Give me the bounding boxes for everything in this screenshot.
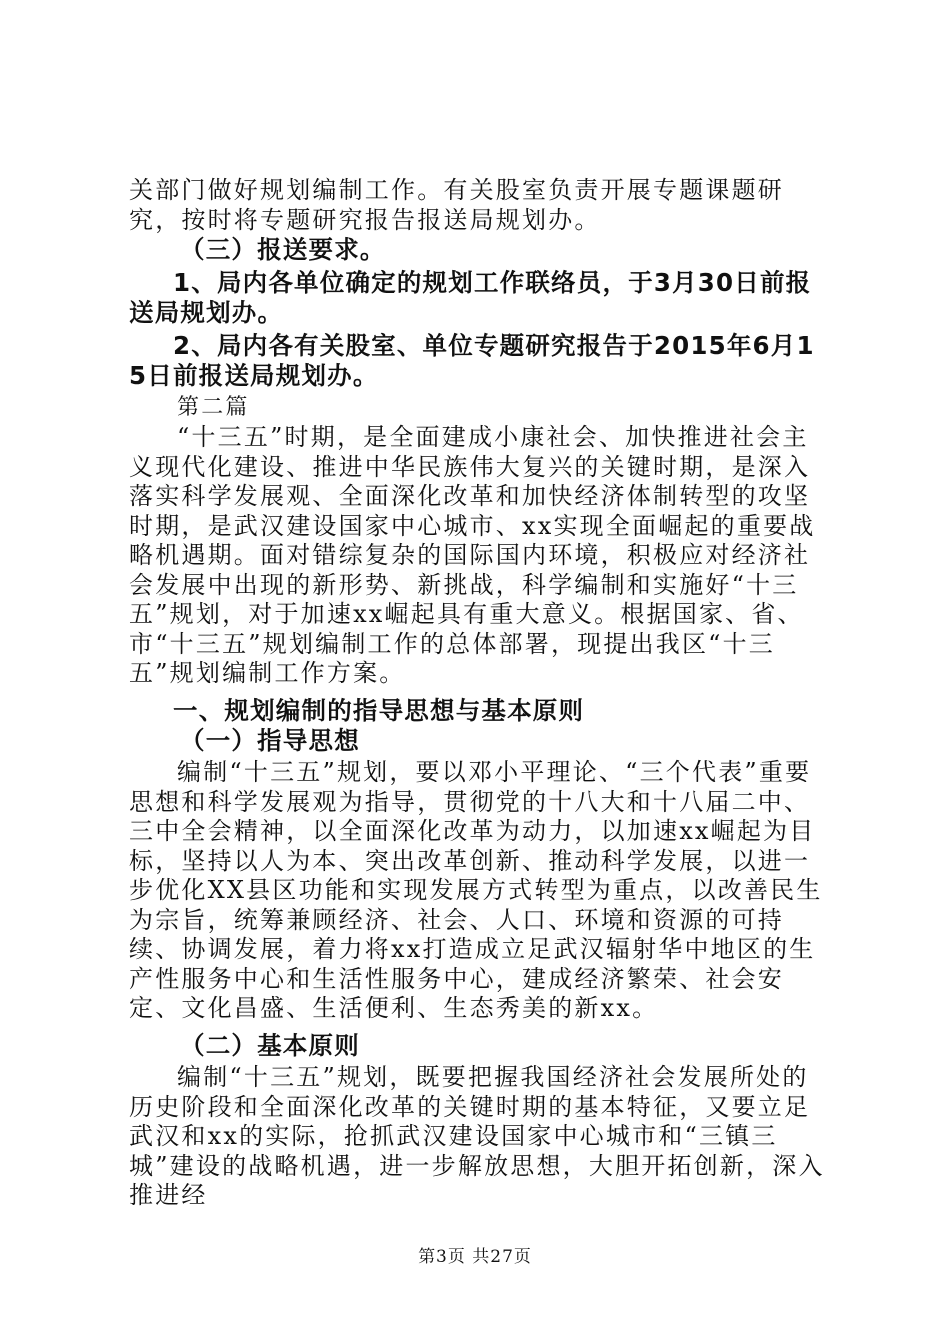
paragraph-basic-principles: 编制“十三五”规划，既要把握我国经济社会发展所处的历史阶段和全面深化改革的关键时期的基本特征，又要立足武汉和xx的实际，抢抓武汉建设国家中心城市和“三镇三城”建设的战略机遇，进一步解放思想，大胆开拓创新，深入推进经 [129, 1063, 825, 1209]
heading-guiding-ideology: （一）指导思想 [180, 726, 360, 755]
page-footer: 第3页 共27页 [418, 1247, 532, 1267]
heading-basic-principles: （二）基本原则 [180, 1031, 360, 1060]
section-label-part-two: 第二篇 [177, 395, 250, 420]
heading-submission-requirements: （三）报送要求。 [180, 235, 386, 264]
heading-guiding-ideology-principles: 一、规划编制的指导思想与基本原则 [173, 696, 585, 725]
paragraph-requirement-1: 1、局内各单位确定的规划工作联络员，于3月30日前报送局规划办。 [129, 268, 812, 327]
paragraph-requirement-2: 2、局内各有关股室、单位专题研究报告于2015年6月15日前报送局规划办。 [129, 331, 815, 390]
paragraph-introduction: “十三五”时期，是全面建成小康社会、加快推进社会主义现代化建设、推进中华民族伟大复兴的关键时期，是深入落实科学发展观、全面深化改革和加快经济体制转型的攻坚时期，是武汉建设国家中心城市、xx实现全面崛起的重要战略机遇期。面对错综复杂的国际国内环境，积极应对经济社会发展中出现的新形势、新挑战，科学编制和实施好“十三五”规划，对于加速xx崛起具有重大意义。根据国家、省、市“十三五”规划编制工作的总体部署，现提出我区“十三五”规划编制工作方案。 [129, 423, 816, 687]
paragraph-guiding-ideology: 编制“十三五”规划，要以邓小平理论、“三个代表”重要思想和科学发展观为指导，贯彻党的十八大和十八届二中、三中全会精神，以全面深化改革为动力，以加速xx崛起为目标，坚持以人为本、突出改革创新、推动科学发展，以进一步优化XX县区功能和实现发展方式转型为重点，以改善民生为宗旨，统筹兼顾经济、社会、人口、环境和资源的可持续、协调发展，着力将xx打造成立足武汉辐射华中地区的生产性服务中心和生活性服务中心，建成经济繁荣、社会安定、文化昌盛、生活便利、生态秀美的新xx。 [129, 758, 823, 1022]
paragraph-continuation: 关部门做好规划编制工作。有关股室负责开展专题课题研究，按时将专题研究报告报送局规划办。 [129, 176, 784, 234]
